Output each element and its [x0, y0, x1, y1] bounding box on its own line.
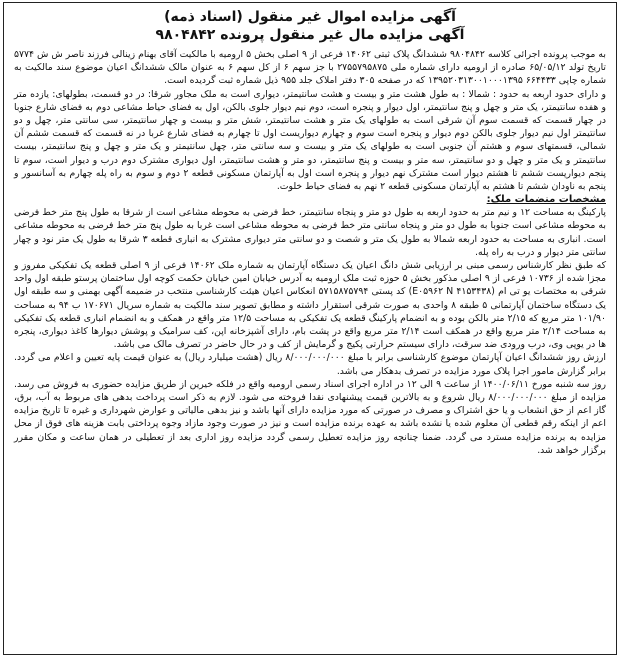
- paragraph-ownership: به موجب پرونده اجرائی کلاسه ۹۸۰۴۸۴۲ ششدانگ پلاک ثبتی ۱۴۰۶۲ فرعی از ۹ اصلی بخش ۵ ارومیه با مالکیت آقای بهنام زینالی فرزند ناصر ش ش ۵۷۷۴ تاریخ تولد ۶۵/۰۵/۱۲ صادره از ارومیه دارای شماره ملی ۲۷۵۵۷۹۵۸۷۵ با جز سهم ۶ از کل سهم ۶ به عنوان مالک ششدانگ اعیان موضوع سند مالکیت به شماره چاپی ۶۶۴۴۳۳ ۱۳۹۵۲۰۳۱۳۰۰۱۰۰۰۱۳۹۵ که در صفحه ۳۰۵ دفتر املاک جلد ۹۵۵ ذیل شماره ثبت گردیده است.: [14, 49, 606, 87]
- paragraph-parking-storage: پارکینگ به مساحت ۱۲ و نیم متر به حدود اربعه به طول دو متر و پنجاه سانتیمتر، خط فرضی به محوطه مشاعی است از شرقا به طول پنج متر خط فرضی به محوطه مشاعی است جنوبا به طول دو متر و پنجاه سانتی متر خط فرضی به محوطه مشاعی است غربا به طول پنج متر خط فرضی به محوطه مشاعی است. انباری به مساحت به حدود اربعه شمالا به طول یک متر و شصت و دو سانتی متر دیواری مشترک به انباری قطعه ۳ شرقا به طول یک متر نود و چهار سانتی متر دیوار و درب به راه پله.: [14, 207, 606, 258]
- paragraph-appraisal: که طبق نظر کارشناس رسمی مبنی بر ارزیابی شش دانگ اعیان یک دستگاه آپارتمان به شماره ملک ۱۴۰۶۲ فرعی از ۹ اصلی قطعه یک تفکیکی مفروز و مجزا شده از ۱۰۷۳۶ فرعی از ۹ اصلی مذکور بخش ۵ حوزه ثبت ملک ارومیه به آدرس خیابان امین خیابان حکمت کوچه اول ساختمان پرستو طبقه اول واحد شرقی به مختصات یو تی ام (E۰۵۹۶۲ N ۴۱۵۳۴۳۸) کد پستی ۵۷۱۵۸۷۵۷۹۴ انعکاس اعیان هیئت کارشناسی منتخب در ضمیمه آگهی بهمنی و سه طبقه اول یک دستگاه ساختمان آپارتمانی ۵ طبقه ۸ واحدی به صورت شرقی استقرار داشته و مطابق تصویر سند مالکیت به شماره سریال ۱۷۰۶۷۱ ب ۹۴ به مساحت ۱۰۱/۹۰ متر مربع که ۲/۱۵ متر بالکن بوده و به انضمام پارکینگ قطعه یک تفکیکی به مساحت ۱۲/۵ متر واقع در همکف و به انضمام انباری قطعه یک تفکیکی به مساحت ۲/۱۴ متر مربع واقع در همکف است ۲/۱۴ متر مربع واقع در پشت بام، دارای آشپزخانه اپن، کف سرامیک و پوشش دیوارها کاغذ دیواری، پنجره ها در یوپی وی، درب ورودی ضد سرقت، دارای سیستم حرارتی پکیج و گرمایش از کف و در حال حاضر در تصرف مالک می باشد.: [14, 260, 607, 351]
- paragraph-boundaries: و دارای حدود اربعه به حدود : شمالا : به طول هشت متر و بیست و هشت سانتیمتر، دیواری است به ملک مجاور شرقا: در دو قسمت، بطولهای: یازده متر و هفده سانتیمتر، یک متر و چهل و پنج سانتیمتر، اول دیوار و پنجره است، دوم نیم دیوار جلوی بالکن، اول به فضای حیاط مشاعی دوم به فضای شارع جنوبا در چهار قسمت که قسمت سوم آن شرقی است به طولهای یک متر و هشت سانتیمتر، شش متر و بیست و چهار سانتیمتر، سی سانتی متر، چهل و دو سانتیمتر اول نیم دیوار جلوی بالکن دوم دیوار و پنجره است سوم و چهارم دیواریست اول تا چهارم به فضای شارع غربا در نه قسمت که قسمت ششم آن شمالی، قسمتهای سوم و هشتم آن جنوبی است به طولهای یک متر و بیست و سه سانتی متر، چهل سانتیمتر و یک متر و چهل و پنج سانتیمتر، بیست سانتیمتر و یک متر و چهل و دو سانتیمتر، سه متر و بیست و پنج سانتیمتر، دو متر و هشت سانتیمتر، اول دیواری مشترک دوم درب و دیوار است، سوم تا پنجم دیوارپست ششم تا هشتم دیوار است مشترک نهم دیوار و پنجره است اول به آپارتمان مسکونی قطعه ۲ دوم و سوم به راه پله چهارم به آسانسور و پنجم به ناودان ششم تا هشتم به آپارتمان مسکونی قطعه ۲ نهم به فضای حیاط خلوت.: [14, 88, 606, 193]
- section-heading-appurtenances: مشخصات منضمات ملک:: [486, 194, 606, 206]
- notice-title: آگهی مزایده اموال غیر منقول (اسناد ذمه): [164, 9, 456, 25]
- notice-border: [3, 2, 617, 655]
- paragraph-base-price: ارزش روز ششدانگ اعیان آپارتمان موضوع کارشناسی برابر با مبلغ ۸/۰۰۰/۰۰۰/۰۰۰ ریال (هشت میلیارد ریال) به عنوان قیمت پایه تعیین و اعلام می گردد. برابر گزارش مامور اجرا پلاک مورد مزایده در تصرف بدهکار می باشد.: [14, 352, 607, 377]
- paragraph-auction-terms: روز سه شنبه مورخ ۱۴۰۰/۰۶/۱۱ از ساعت ۹ الی ۱۲ در اداره اجرای اسناد رسمی ارومیه واقع در فلکه خیرین از طریق مزایده حضوری به فروش می رسد. مزایده از مبلغ ۸/۰۰۰/۰۰۰/۰۰۰ ریال شروع و به بالاترین قیمت پیشنهادی نقدا فروخته می شود. لازم به ذکر است پرداخت بدهی های مربوط به آب، برق، گاز اعم از حق انشعاب و یا حق اشتراک و مصرف در صورتی که مورد مزایده دارای آنها باشد و نیز بدهی مالیاتی و عوارض شهرداری و غیره تا تاریخ مزایده اعم از اینکه رقم قطعی آن معلوم شده یا نشده باشد به عهده برنده مزایده است و نیز در صورت وجود مازاد وجوه پرداختی بابت هزینه های فوق از محل مزایده به برنده مزایده مسترد می گردد. ضمنا چنانچه روز مزایده تعطیل رسمی گردد مزایده روز اداری بعد از تعطیلی در همان ساعت و مکان مقرر برگزار خواهد شد.: [14, 378, 606, 456]
- notice-subtitle: آگهی مزایده مال غیر منقول پرونده ۹۸۰۴۸۴۲: [155, 27, 465, 43]
